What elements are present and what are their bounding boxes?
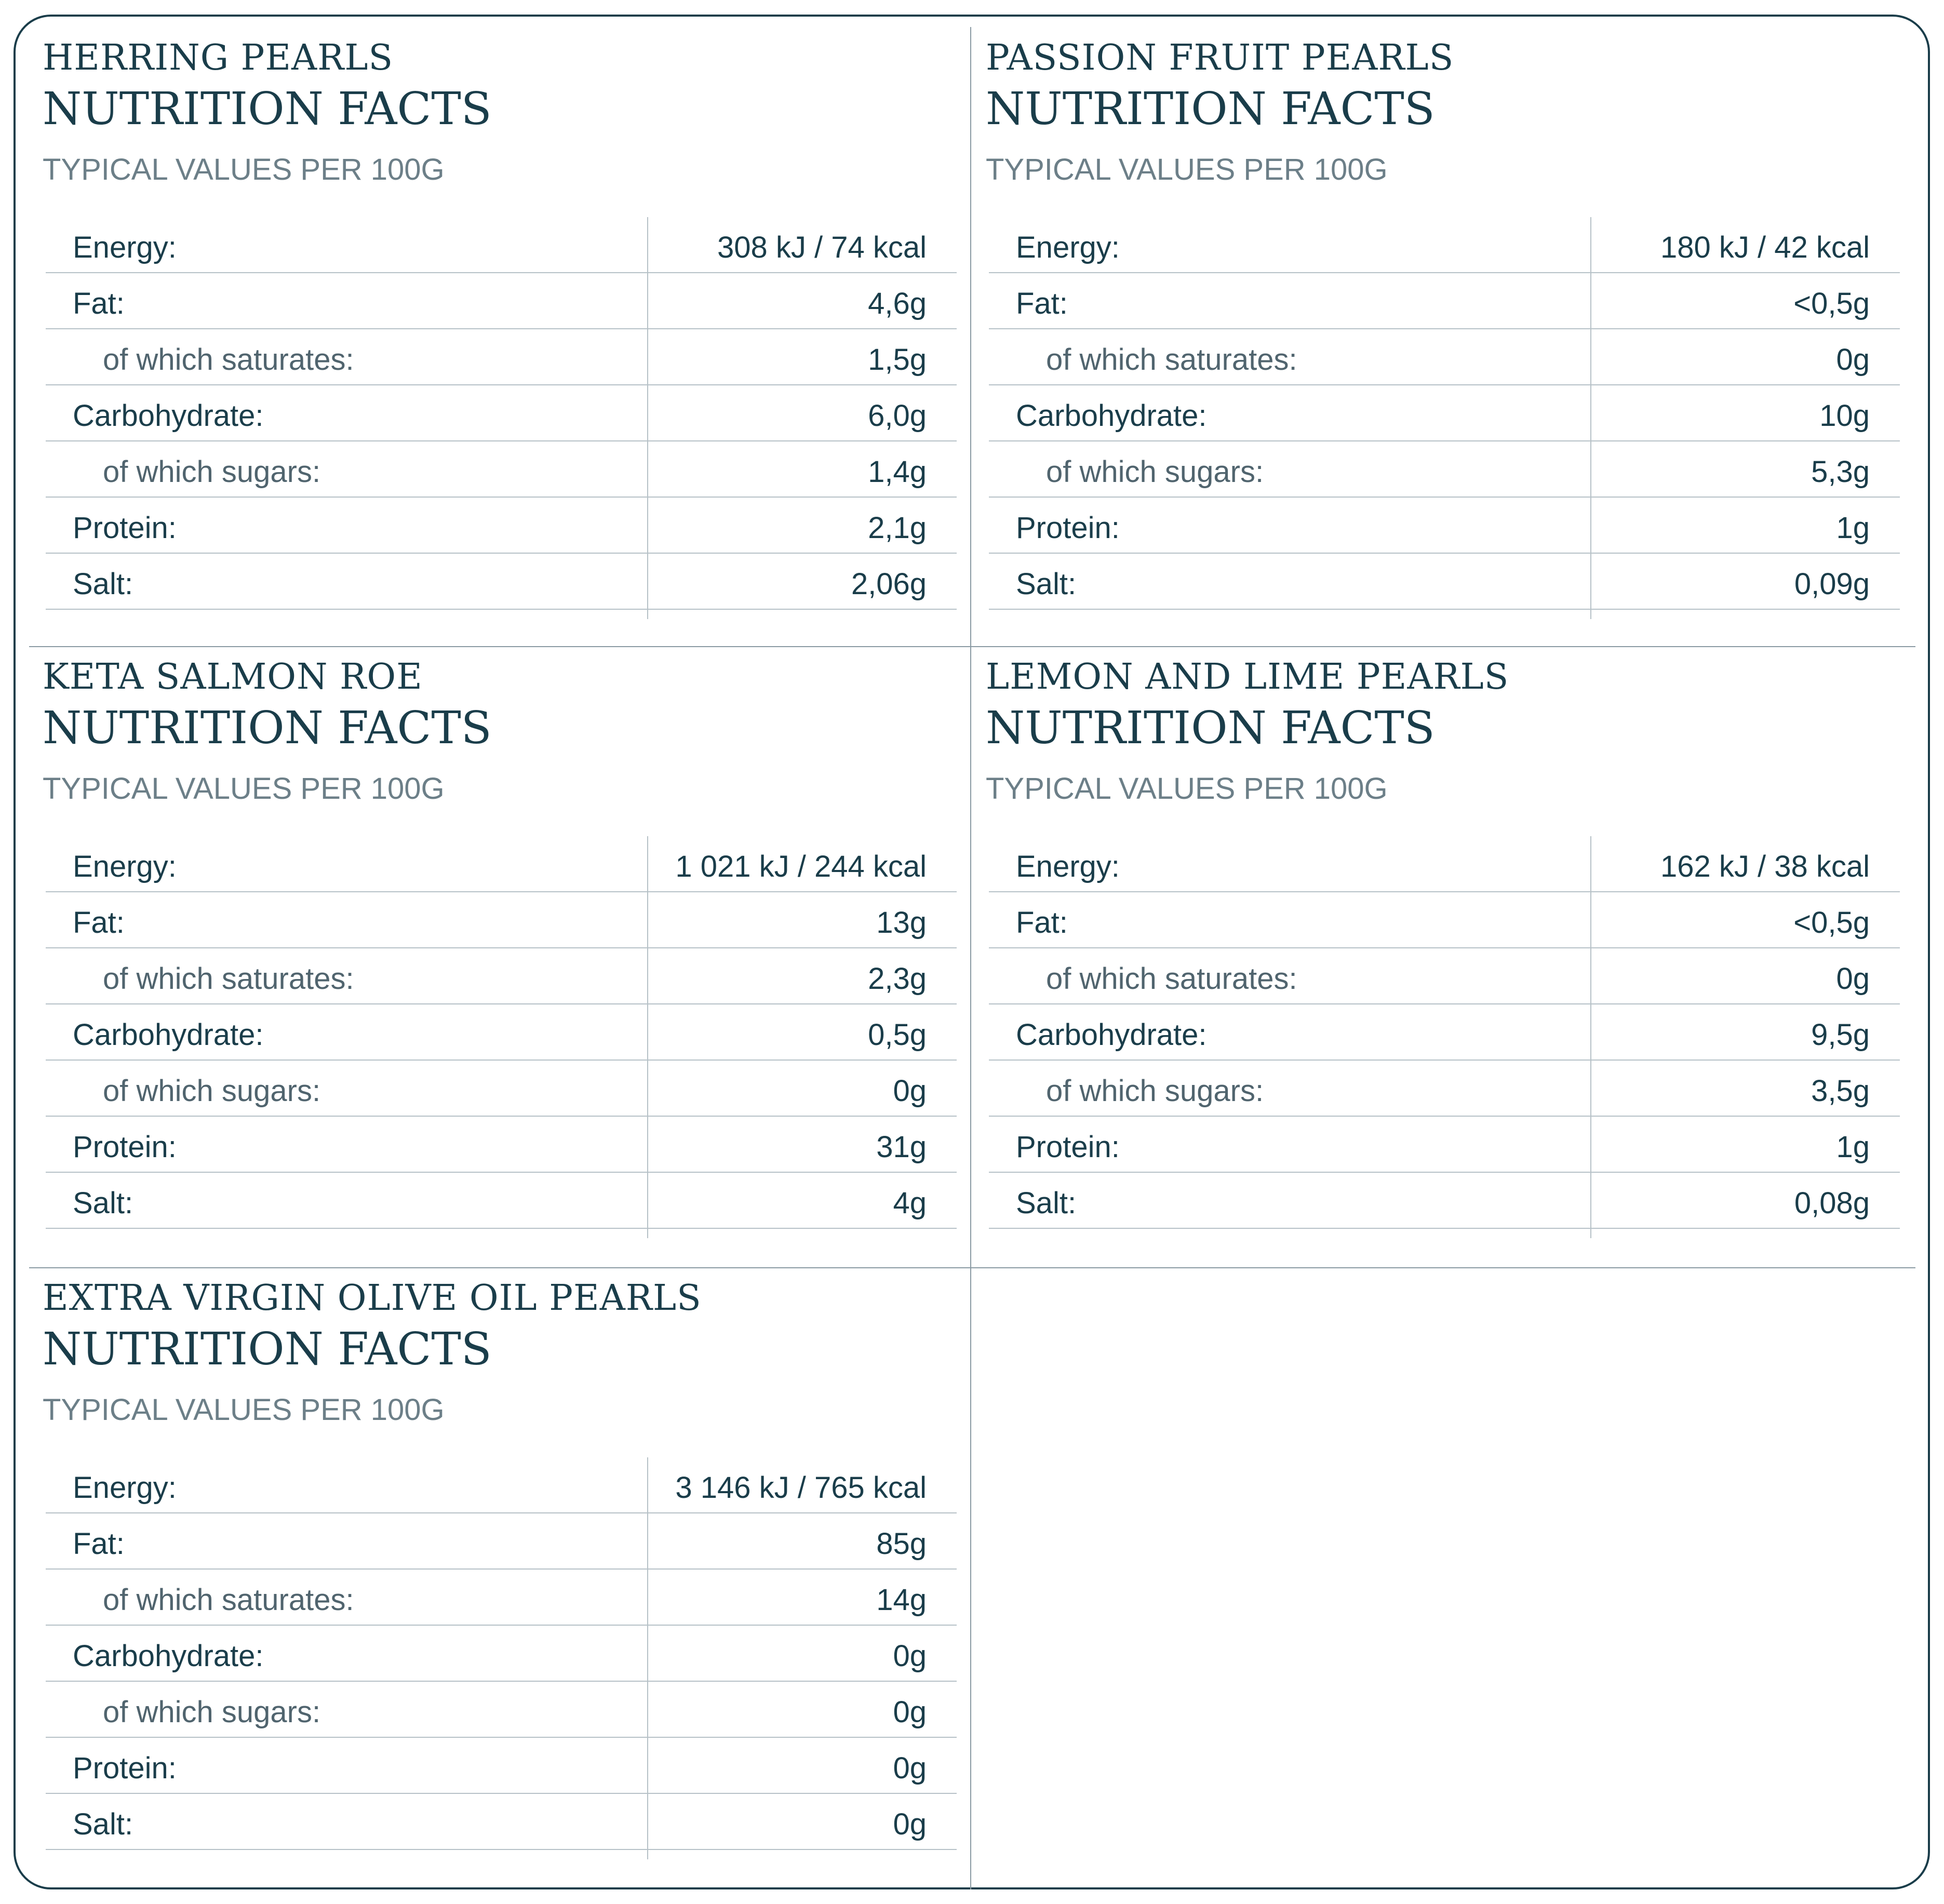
row-label: Protein: [1016,1130,1120,1164]
row-value: 9,5g [1811,1018,1870,1052]
nutrition-table [46,1457,957,1850]
product-name: KETA SALMON ROE [43,656,423,698]
row-value: 0g [1836,962,1870,996]
typical-values-label: TYPICAL VALUES PER 100G [986,772,1388,806]
row-value: 308 kJ / 74 kcal [717,231,927,264]
nutrition-table [989,217,1900,610]
row-label: Protein: [73,1130,177,1164]
table-row-carbohydrate [989,385,1900,441]
row-label: of which saturates: [1046,343,1297,377]
table-row-protein [989,1117,1900,1173]
row-value: 1 021 kJ / 244 kcal [675,850,927,883]
product-name: EXTRA VIRGIN OLIVE OIL PEARLS [43,1278,702,1319]
row-label: Energy: [73,1471,177,1505]
row-value: 1g [1836,1130,1870,1164]
product-name: PASSION FRUIT PEARLS [986,37,1454,78]
row-value: 1g [1836,511,1870,545]
row-label: Protein: [73,511,177,545]
table-row-fat [989,273,1900,329]
row-value: 2,3g [868,962,927,996]
table-row-saturates [46,329,957,385]
row-value: 0,09g [1794,567,1870,601]
row-value: <0,5g [1793,906,1870,940]
row-label: Salt: [73,1807,133,1841]
row-value: 2,1g [868,511,927,545]
row-value: 6,0g [868,399,927,433]
row-label: Energy: [1016,231,1120,264]
row-label: Energy: [73,850,177,883]
table-row-saturates [989,948,1900,1004]
row-label: Fat: [1016,287,1068,320]
table-row-energy [46,836,957,892]
row-label: Energy: [1016,850,1120,883]
table-row-energy [989,217,1900,273]
table-row-carbohydrate [46,385,957,441]
row-value: 0g [893,1074,927,1108]
table-row-protein [989,498,1900,554]
row-label: of which saturates: [1046,962,1297,996]
row-label: of which saturates: [103,343,354,377]
table-row-sugars [46,1682,957,1738]
row-label: Salt: [73,1186,133,1220]
row-label: of which sugars: [103,1695,321,1729]
row-label: of which sugars: [1046,455,1264,489]
row-value: 0,5g [868,1018,927,1052]
row-label: Protein: [1016,511,1120,545]
row-value: 0,08g [1794,1186,1870,1220]
row-value: 0g [893,1695,927,1729]
typical-values-label: TYPICAL VALUES PER 100G [43,772,445,806]
table-row-saturates [989,329,1900,385]
row-value: 0g [893,1639,927,1673]
product-name: HERRING PEARLS [43,37,394,78]
facts-title: NUTRITION FACTS [43,1323,492,1375]
row-label: of which sugars: [1046,1074,1264,1108]
row-value: 10g [1819,399,1870,433]
table-row-protein [46,1738,957,1794]
table-row-fat [46,273,957,329]
nutrition-table [46,836,957,1229]
table-row-sugars [46,1061,957,1117]
row-value: 162 kJ / 38 kcal [1660,850,1870,883]
row-label: Fat: [73,287,125,320]
row-label: Carbohydrate: [1016,399,1207,433]
row-value: 85g [876,1527,927,1561]
row-label: Energy: [73,231,177,264]
row-value: 3 146 kJ / 765 kcal [675,1471,927,1505]
product-name: LEMON AND LIME PEARLS [986,656,1509,698]
table-row-protein [46,498,957,554]
row-divider-1 [29,646,1915,647]
nutrition-table [46,217,957,610]
row-value: 5,3g [1811,455,1870,489]
table-row-carbohydrate [989,1004,1900,1061]
row-label: Fat: [73,906,125,940]
table-row-salt [46,1794,957,1850]
table-row-sugars [989,1061,1900,1117]
row-value: 0g [1836,343,1870,377]
row-label: Carbohydrate: [1016,1018,1207,1052]
table-row-energy [989,836,1900,892]
table-row-carbohydrate [46,1626,957,1682]
table-row-fat [989,892,1900,948]
typical-values-label: TYPICAL VALUES PER 100G [43,153,445,186]
row-label: Salt: [73,567,133,601]
row-value: <0,5g [1793,287,1870,320]
row-label: of which saturates: [103,1583,354,1617]
table-row-salt [989,554,1900,610]
row-label: Salt: [1016,1186,1077,1220]
typical-values-label: TYPICAL VALUES PER 100G [43,1393,445,1427]
table-row-sugars [989,441,1900,498]
row-value: 4,6g [868,287,927,320]
table-row-salt [46,554,957,610]
table-row-energy [46,1457,957,1513]
row-label: Salt: [1016,567,1077,601]
row-label: Protein: [73,1751,177,1785]
table-row-fat [46,892,957,948]
typical-values-label: TYPICAL VALUES PER 100G [986,153,1388,186]
table-row-saturates [46,948,957,1004]
column-divider [970,27,971,1889]
row-value: 14g [876,1583,927,1617]
row-label: Carbohydrate: [73,1018,264,1052]
row-value: 3,5g [1811,1074,1870,1108]
row-label: Carbohydrate: [73,1639,264,1673]
table-row-fat [46,1513,957,1570]
row-value: 1,5g [868,343,927,377]
table-row-salt [989,1173,1900,1229]
row-label: of which sugars: [103,455,321,489]
row-label: Fat: [1016,906,1068,940]
nutrition-table [989,836,1900,1229]
facts-title: NUTRITION FACTS [986,702,1435,754]
row-value: 1,4g [868,455,927,489]
row-label: Fat: [73,1527,125,1561]
row-value: 4g [893,1186,927,1220]
row-value: 31g [876,1130,927,1164]
facts-title: NUTRITION FACTS [43,83,492,135]
table-row-carbohydrate [46,1004,957,1061]
row-label: of which saturates: [103,962,354,996]
row-value: 0g [893,1807,927,1841]
row-label: of which sugars: [103,1074,321,1108]
row-value: 180 kJ / 42 kcal [1660,231,1870,264]
row-label: Carbohydrate: [73,399,264,433]
table-row-energy [46,217,957,273]
table-row-sugars [46,441,957,498]
table-row-salt [46,1173,957,1229]
facts-title: NUTRITION FACTS [986,83,1435,135]
row-value: 0g [893,1751,927,1785]
table-row-saturates [46,1570,957,1626]
table-row-protein [46,1117,957,1173]
row-divider-2 [29,1267,1915,1268]
row-value: 2,06g [851,567,927,601]
row-value: 13g [876,906,927,940]
facts-title: NUTRITION FACTS [43,702,492,754]
